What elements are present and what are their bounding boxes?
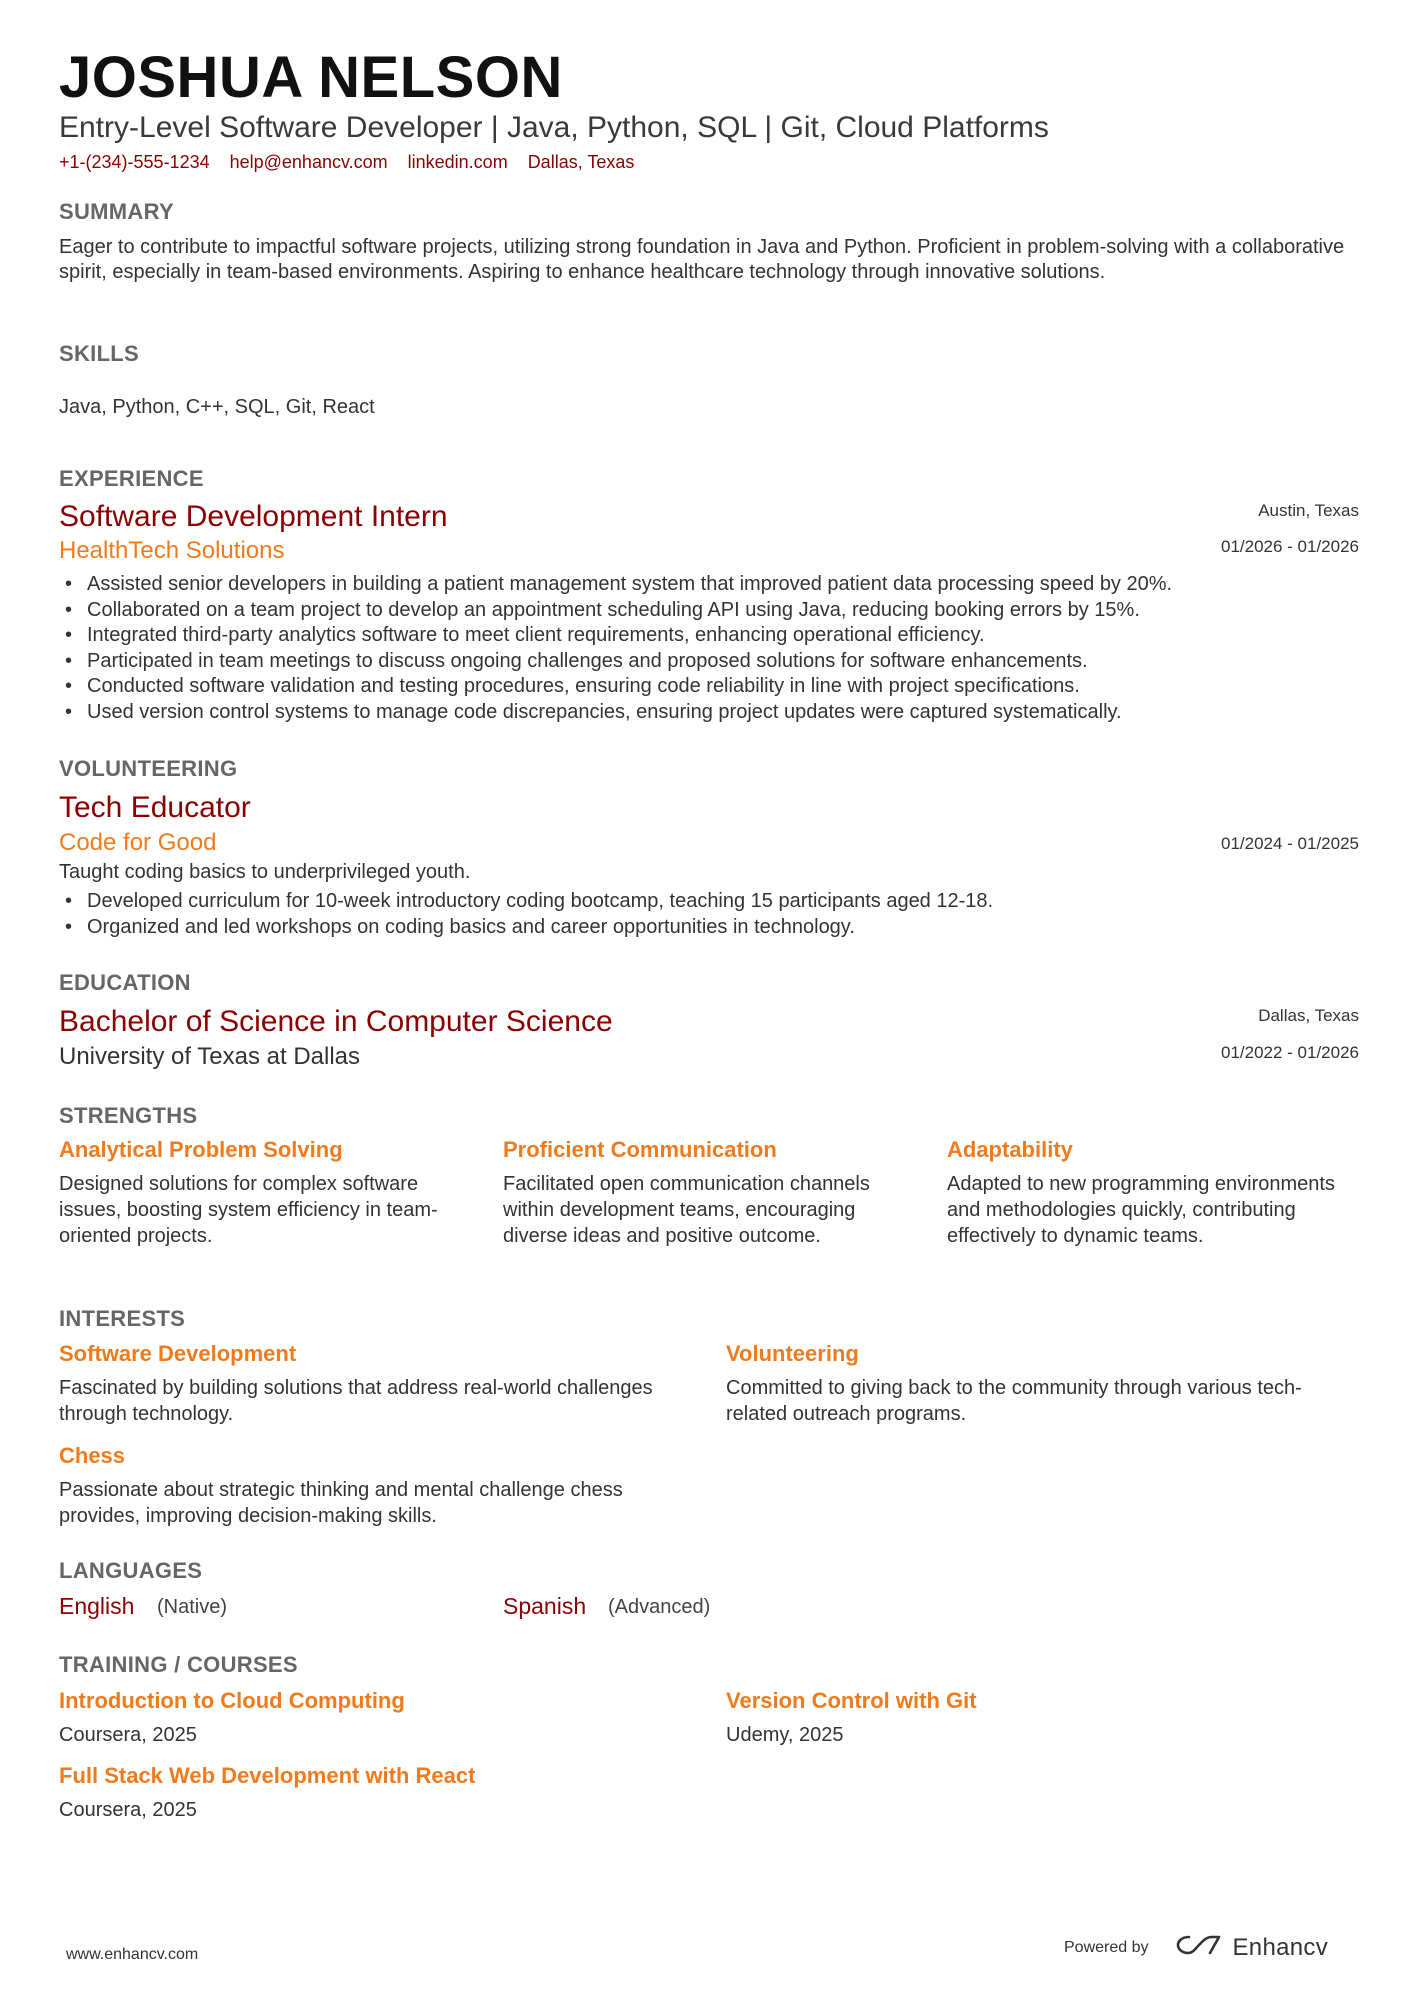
- interest-title: Volunteering: [726, 1341, 859, 1366]
- contact-row: [59, 152, 634, 173]
- summary-heading: SUMMARY: [59, 199, 174, 224]
- list-item: • Conducted software validation and testing procedures, ensuring code reliability in line with project specifications.: [59, 674, 1359, 700]
- candidate-name: JOSHUA NELSON: [59, 45, 563, 110]
- strengths-heading: STRENGTHS: [59, 1103, 198, 1128]
- volunteering-description: Taught coding basics to underprivileged youth.: [59, 861, 471, 883]
- education-location: Dallas, Texas: [1258, 1006, 1359, 1025]
- list-item: • Used version control systems to manage code discrepancies, ensuring project updates were captured systematically.: [59, 700, 1359, 726]
- strength-text: Facilitated open communication channels within development teams, encouraging diverse ideas and positive outcome.: [503, 1173, 870, 1247]
- course-title: Introduction to Cloud Computing: [59, 1688, 405, 1713]
- summary-text: Eager to contribute to impactful software projects, utilizing strong foundation in Java and Python. Proficient in problem-solving with a collaborative spirit, especially in team-based environments. Aspiring to enhance healthcare technology through innovative solutions.: [59, 236, 1345, 283]
- volunteering-heading: VOLUNTEERING: [59, 756, 238, 781]
- email-link[interactable]: help@enhancv.com: [229, 152, 388, 172]
- experience-company: HealthTech Solutions: [59, 537, 285, 564]
- list-item: • Integrated third-party analytics software to meet client requirements, enhancing operational efficiency.: [59, 623, 1359, 649]
- education-dates: 01/2022 - 01/2026: [1220, 1043, 1359, 1062]
- interest-text: Passionate about strategic thinking and mental challenge chess provides, improving decision-making skills.: [59, 1479, 623, 1527]
- training-heading: TRAINING / COURSES: [59, 1652, 298, 1677]
- volunteering-org: Code for Good: [59, 829, 217, 856]
- volunteering-bullets: [59, 889, 1359, 940]
- enhancv-logo-icon: [1175, 1932, 1223, 1963]
- experience-dates: 01/2026 - 01/2026: [1220, 537, 1359, 556]
- course-title: Full Stack Web Development with React: [59, 1763, 476, 1788]
- skills-heading: SKILLS: [59, 341, 140, 366]
- course-provider: Coursera, 2025: [59, 1724, 197, 1746]
- volunteering-role: Tech Educator: [59, 791, 251, 824]
- experience-bullets: [59, 572, 1359, 726]
- education-school: University of Texas at Dallas: [59, 1043, 361, 1070]
- language-level: (Advanced): [608, 1596, 711, 1618]
- course-provider: Coursera, 2025: [59, 1799, 197, 1821]
- list-item: • Organized and led workshops on coding basics and career opportunities in technology.: [59, 915, 1359, 941]
- phone-link[interactable]: +1-(234)-555-1234: [59, 152, 210, 172]
- headline: Entry-Level Software Developer | Java, Python, SQL | Git, Cloud Platforms: [59, 111, 1049, 144]
- powered-by-text: Powered by: [1064, 1938, 1149, 1956]
- strength-title: Analytical Problem Solving: [59, 1137, 343, 1162]
- interest-title: Chess: [59, 1443, 126, 1468]
- interest-text: Fascinated by building solutions that address real-world challenges through technology.: [59, 1377, 653, 1425]
- education-degree: Bachelor of Science in Computer Science: [59, 1005, 613, 1038]
- interests-heading: INTERESTS: [59, 1306, 186, 1331]
- experience-heading: EXPERIENCE: [59, 466, 204, 491]
- course-title: Version Control with Git: [726, 1688, 977, 1713]
- interest-text: Committed to giving back to the community through various tech-related outreach programs.: [726, 1377, 1302, 1425]
- strength-title: Proficient Communication: [503, 1137, 777, 1162]
- experience-role: Software Development Intern: [59, 500, 448, 533]
- strength-text: Adapted to new programming environments and methodologies quickly, contributing effectively to dynamic teams.: [947, 1173, 1335, 1247]
- languages-heading: LANGUAGES: [59, 1558, 203, 1583]
- strength-title: Adaptability: [947, 1137, 1073, 1162]
- footer-website-link[interactable]: www.enhancv.com: [66, 1946, 199, 1963]
- volunteering-dates: 01/2024 - 01/2025: [1220, 834, 1359, 853]
- location-text: Dallas, Texas: [527, 152, 635, 172]
- experience-location: Austin, Texas: [1258, 501, 1359, 520]
- list-item: • Assisted senior developers in building a patient management system that improved patient data processing speed by 20%.: [59, 572, 1359, 598]
- enhancv-brand-text: Enhancv: [1232, 1933, 1328, 1961]
- language-name: English: [59, 1593, 135, 1619]
- list-item: • Participated in team meetings to discuss ongoing challenges and proposed solutions for software enhancements.: [59, 649, 1359, 675]
- list-item: • Developed curriculum for 10-week introductory coding bootcamp, teaching 15 participants aged 12-18.: [59, 889, 1359, 915]
- course-provider: Udemy, 2025: [726, 1724, 844, 1746]
- list-item: • Collaborated on a team project to develop an appointment scheduling API using Java, reducing booking errors by 15%.: [59, 598, 1359, 624]
- language-name: Spanish: [503, 1593, 587, 1619]
- strength-text: Designed solutions for complex software issues, boosting system efficiency in team-oriented projects.: [59, 1173, 438, 1247]
- interest-title: Software Development: [59, 1341, 297, 1366]
- language-level: (Native): [157, 1596, 228, 1618]
- education-heading: EDUCATION: [59, 970, 191, 995]
- linkedin-link[interactable]: linkedin.com: [407, 152, 508, 172]
- skills-text: Java, Python, C++, SQL, Git, React: [59, 396, 375, 418]
- footer-branding: [1064, 1932, 1328, 1963]
